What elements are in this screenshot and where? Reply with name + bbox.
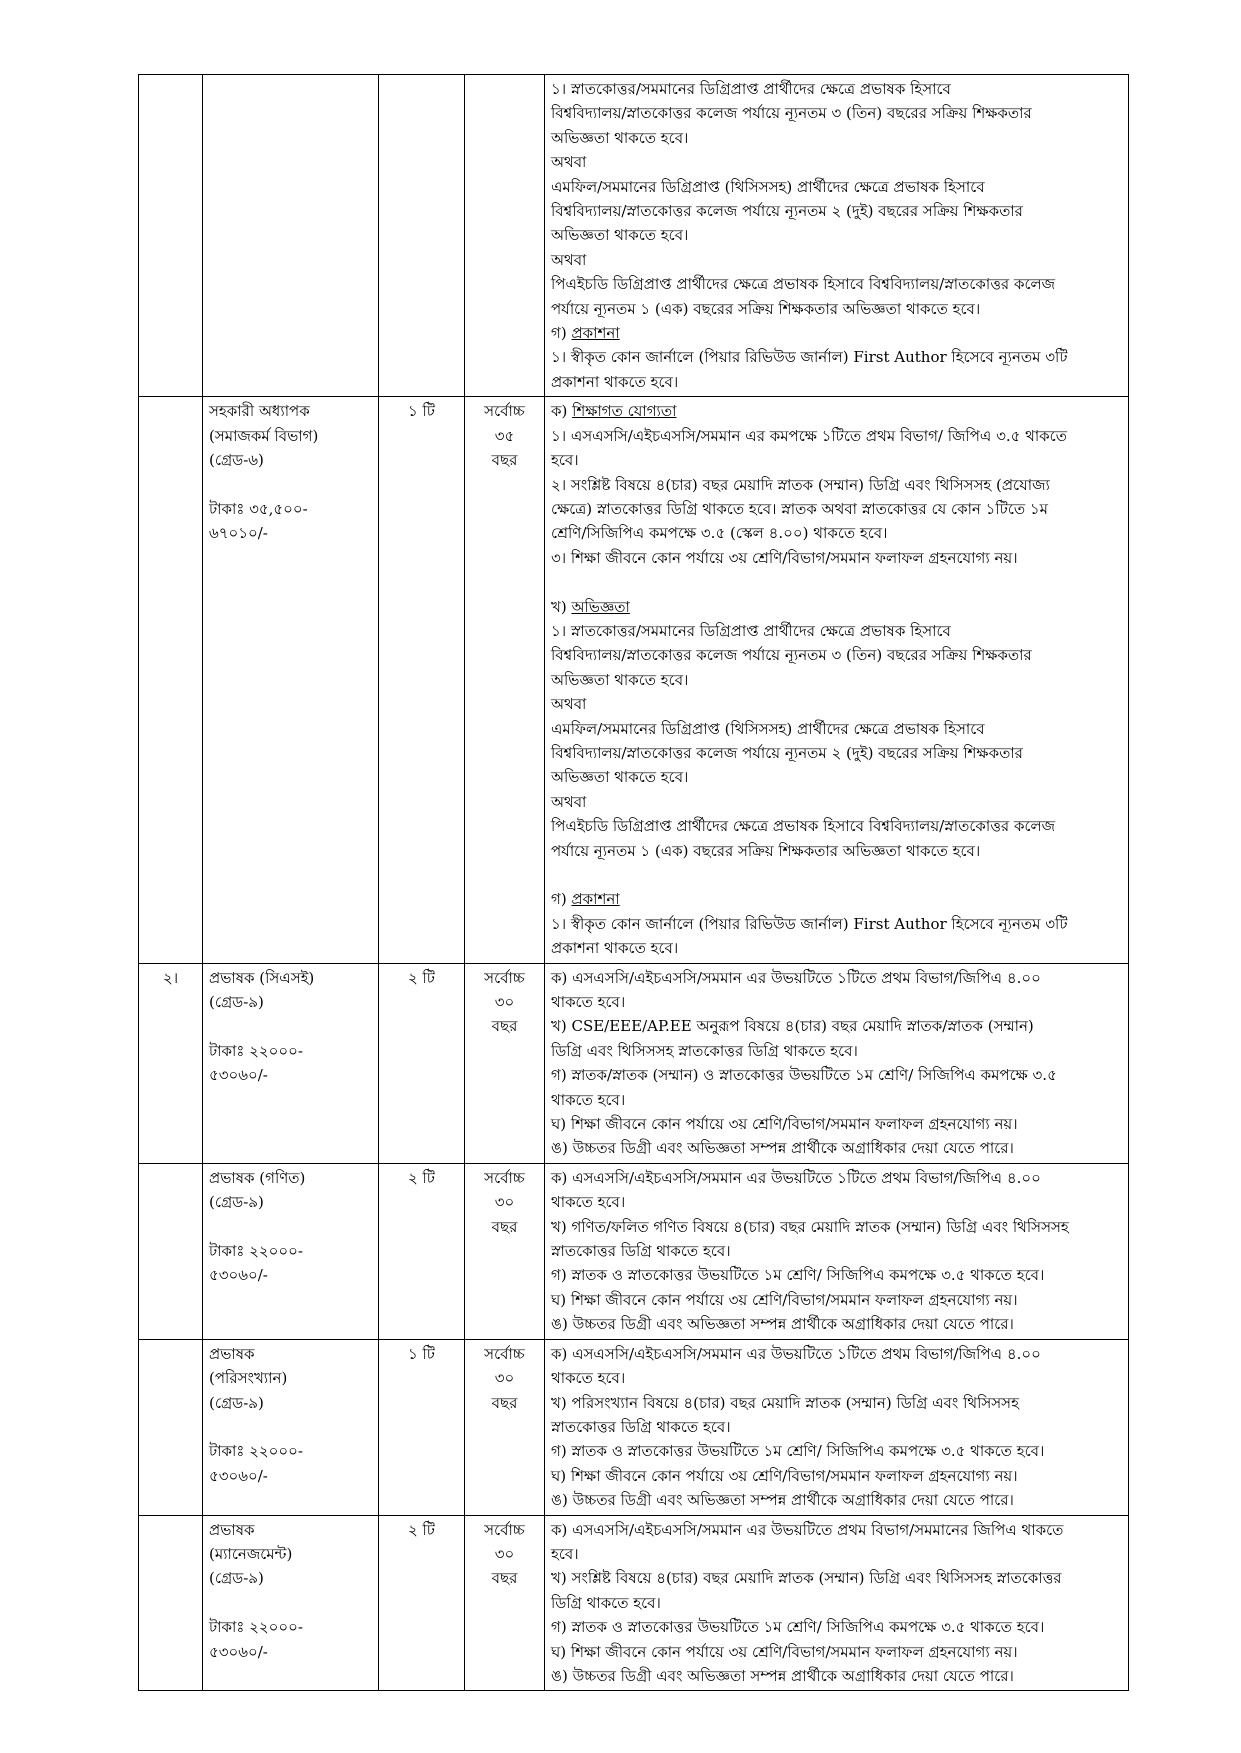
qualification-text: ক) [551,402,573,421]
serial-number: ২। [162,968,179,987]
age-limit-line: বছর [491,451,518,470]
qualification-text: পর্যায়ে ন্যূনতম ১ (এক) বছরের সক্রিয় শিক্ষকতার অভিজ্ঞতা থাকতে হবে। [551,841,981,860]
qualification-line [551,1288,1122,1312]
qualification-text: শ্রেণি/সিজিপিএ কমপক্ষে ৩.৫ (স্কেল ৪.০০) থাকতে হবে। [551,524,888,543]
qualification-line [551,966,1122,990]
post-line: প্রভাষক (সিএসই) [209,968,315,987]
qualification-line [551,619,1122,643]
qualification-line [551,1615,1122,1639]
qualification-text: বিশ্ববিদ্যালয়/স্নাতকোত্তর কলেজ পর্যায়ে ন্যূনতম ৩ (তিন) বছরের সক্রিয় শিক্ষকতার [551,104,1032,123]
qualification-line [551,297,1122,321]
qualification-text: ক) এসএসসি/এইচএসসি/সমমান এর উভয়টিতে ১টিতে প্রথম বিভাগ/জিপিএ ৪.০০ [551,1168,1041,1187]
post-line: (ম্যানেজমেন্ট) [209,1544,293,1563]
qualification-line [551,448,1122,472]
qualification-text: বিশ্ববিদ্যালয়/স্নাতকোত্তর কলেজ পর্যায়ে ন্যূনতম ২ (দুই) বছরের সক্রিয় শিক্ষকতার [551,743,1023,762]
qualification-text: গ) স্নাতক ও স্নাতকোত্তর উভয়টিতে ১ম শ্রেণি/ সিজিপিএ কমপক্ষে ৩.৫ থাকতে হবে। [551,1442,1045,1461]
serial-cell [139,1339,203,1515]
qualification-line [551,1088,1122,1112]
qualification-line [551,77,1122,101]
qualification-cell [545,397,1129,963]
qualification-text: ঙ) উচ্চতর ডিগ্রী এবং অভিজ্ঞতা সম্পন্ন প্রার্থীকে অগ্রাধিকার দেয়া যেতে পারে। [551,1666,1014,1685]
qualification-text: খ) পরিসংখ্যান বিষয়ে ৪(চার) বছর মেয়াদি স্নাতক (সম্মান) ডিগ্রি এবং থিসিসসহ [551,1393,1019,1412]
qualification-line [551,1342,1122,1366]
qualification-text: গ) [551,890,572,909]
qualification-text: ক্ষেত্রে) স্নাতকোত্তর ডিগ্রি থাকতে হবে। স্নাতক অথবা স্নাতকোত্তর যে কোন ১টিতে ১ম [551,499,1048,518]
age-limit-line: সর্বোচ্চ [484,1344,525,1363]
qualification-line [551,424,1122,448]
qualification-text: ডিগ্রি এবং থিসিসসহ স্নাতকোত্তর ডিগ্রি থাকতে হবে। [551,1041,858,1060]
post-cell [203,963,379,1163]
qualification-text: বিশ্ববিদ্যালয়/স্নাতকোত্তর কলেজ পর্যায়ে ন্যূনতম ২ (দুই) বছরের সক্রিয় শিক্ষকতার [551,202,1023,221]
qualification-text: অথবা [551,250,587,269]
serial-cell [139,75,203,397]
post-cell [203,1163,379,1339]
qualification-text: অভিজ্ঞতা থাকতে হবে। [551,670,689,689]
qualification-text: থাকতে হবে। [551,1369,626,1388]
qualification-line [551,887,1122,911]
age-limit-line: বছর [491,1393,518,1412]
post-line: টাকাঃ ৩৫,৫০০- [209,499,308,518]
qualification-line [551,497,1122,521]
qualification-line [551,345,1122,369]
qualification-text: খ) CSE/EEE/AP.EE অনুরূপ বিষয়ে ৪(চার) বছর মেয়াদি স্নাতক/স্নাতক (সম্মান) [551,1017,1034,1036]
post-line: (গ্রেড-৬) [209,451,264,470]
age-limit-line: ৩০ [494,1369,515,1388]
table-row [139,1163,1129,1339]
qualification-text: গ) [551,324,572,343]
qualification-line [551,521,1122,545]
qualification-cell [545,1515,1129,1691]
qualification-line [551,126,1122,150]
qualification-line [551,1391,1122,1415]
age-limit-line: ৩০ [494,1544,515,1563]
post-count-cell [379,1515,465,1691]
post-line: (গ্রেড-৯) [209,1569,264,1588]
serial-cell [139,963,203,1163]
qualification-line [551,1039,1122,1063]
post-line: প্রভাষক (গণিত) [209,1168,306,1187]
section-heading: প্রকাশনা [571,890,620,909]
qualification-line [551,1063,1122,1087]
table-body [139,75,1129,1691]
qualification-text: অভিজ্ঞতা থাকতে হবে। [551,226,689,245]
qualification-line [551,399,1122,423]
qualification-line [551,101,1122,125]
age-limit-cell [465,1515,545,1691]
qualification-line [551,692,1122,716]
qualification-line [551,814,1122,838]
qualification-text: থাকতে হবে। [551,1193,626,1212]
qualification-line [551,643,1122,667]
qualification-text: ঘ) শিক্ষা জীবনে কোন পর্যায়ে ৩য় শ্রেণি/বিভাগ/সমমান ফলাফল গ্রহনযোগ্য নয়। [551,1642,1018,1661]
qualification-text: ৩। শিক্ষা জীবনে কোন পর্যায়ে ৩য় শ্রেণি/বিভাগ/সমমান ফলাফল গ্রহনযোগ্য নয়। [551,548,1018,567]
post-count: ১ টি [408,402,435,421]
recruitment-table [138,74,1129,1691]
post-line [209,1014,372,1038]
qualification-line [551,248,1122,272]
section-heading: প্রকাশনা [571,324,620,343]
qualification-line [551,199,1122,223]
qualification-text: ক) এসএসসি/এইচএসসি/সমমান এর উভয়টিতে ১টিতে প্রথম বিভাগ/জিপিএ ৪.০০ [551,968,1041,987]
serial-cell [139,397,203,963]
qualification-text: ঙ) উচ্চতর ডিগ্রী এবং অভিজ্ঞতা সম্পন্ন প্রার্থীকে অগ্রাধিকার দেয়া যেতে পারে। [551,1491,1014,1510]
qualification-text: ২। সংশ্লিষ্ট বিষয়ে ৪(চার) বছর মেয়াদি স্নাতক (সম্মান) ডিগ্রি এবং থিসিসসহ (প্রযোজ্য [551,475,1050,494]
post-cell [203,397,379,963]
age-limit-line: ৩০ [494,993,515,1011]
qualification-line [551,790,1122,814]
qualification-line [551,473,1122,497]
qualification-line [551,321,1122,345]
qualification-text: প্রকাশনা থাকতে হবে। [551,372,679,391]
qualification-line [551,1439,1122,1463]
qualification-text: ১। স্বীকৃত কোন জার্নালে (পিয়ার রিভিউড জার্নাল) First Author হিসেবে ন্যূনতম ৩টি [551,914,1068,933]
qualification-line [551,175,1122,199]
qualification-text: পিএইচডি ডিগ্রিপ্রাপ্ত প্রার্থীদের ক্ষেত্রে প্রভাষক হিসাবে বিশ্ববিদ্যালয়/স্নাতকোত্তর কলেজ [551,817,1056,836]
post-line: (গ্রেড-৯) [209,1393,264,1412]
qualification-line [551,570,1122,594]
qualification-line [551,546,1122,570]
qualification-text: প্রকাশনা থাকতে হবে। [551,939,679,958]
post-count-cell [379,963,465,1163]
qualification-text: ঙ) উচ্চতর ডিগ্রী এবং অভিজ্ঞতা সম্পন্ন প্রার্থীকে অগ্রাধিকার দেয়া যেতে পারে। [551,1315,1014,1334]
qualification-text: থাকতে হবে। [551,1090,626,1109]
qualification-text: স্নাতকোত্তর ডিগ্রি থাকতে হবে। [551,1417,731,1436]
qualification-line [551,1312,1122,1336]
qualification-text: অথবা [551,792,587,811]
section-heading: অভিজ্ঞতা [571,597,630,616]
qualification-line [551,223,1122,247]
qualification-line [551,1014,1122,1038]
qualification-line [551,839,1122,863]
serial-cell [139,1515,203,1691]
qualification-text: ১। স্নাতকোত্তর/সমমানের ডিগ্রিপ্রাপ্ত প্রার্থীদের ক্ষেত্রে প্রভাষক হিসাবে [551,80,951,98]
qualification-text: এমফিল/সমমানের ডিগ্রিপ্রাপ্ত (থিসিসসহ) প্রার্থীদের ক্ষেত্রে প্রভাষক হিসাবে [551,719,985,738]
qualification-text: অভিজ্ঞতা থাকতে হবে। [551,768,689,787]
post-line: প্রভাষক [209,1344,255,1363]
post-line [209,1415,372,1439]
table-row [139,1339,1129,1515]
qualification-line [551,717,1122,741]
qualification-text: ঘ) শিক্ষা জীবনে কোন পর্যায়ে ৩য় শ্রেণি/বিভাগ/সমমান ফলাফল গ্রহনযোগ্য নয়। [551,1290,1018,1309]
age-limit-line: বছর [491,1217,518,1236]
post-line [209,1591,372,1615]
qualification-text: ১। এসএসসি/এইচএসসি/সমমান এর কমপক্ষে ১টিতে প্রথম বিভাগ/ জিপিএ ৩.৫ থাকতে [551,426,1067,445]
post-line: (গ্রেড-৯) [209,1193,264,1212]
post-line: সহকারী অধ্যাপক [209,402,310,421]
qualification-line [551,1263,1122,1287]
qualification-text: অভিজ্ঞতা থাকতে হবে। [551,128,689,147]
age-limit-line: সর্বোচ্চ [484,968,525,987]
qualification-line [551,1215,1122,1239]
qualification-text: স্নাতকোত্তর ডিগ্রি থাকতে হবে। [551,1242,731,1261]
age-limit-line: সর্বোচ্চ [484,1168,525,1187]
qualification-line [551,1166,1122,1190]
qualification-line [551,1518,1122,1542]
post-line: ৫৩০৬০/- [209,1466,268,1485]
age-limit-cell [465,397,545,963]
qualification-cell [545,1163,1129,1339]
serial-cell [139,1163,203,1339]
qualification-line [551,741,1122,765]
qualification-text: ডিগ্রি থাকতে হবে। [551,1593,661,1612]
post-count: ১ টি [408,1344,435,1363]
age-limit-cell [465,1163,545,1339]
qualification-line [551,1112,1122,1136]
post-line: টাকাঃ ২২০০০- [209,1618,303,1637]
qualification-text: ঘ) শিক্ষা জীবনে কোন পর্যায়ে ৩য় শ্রেণি/বিভাগ/সমমান ফলাফল গ্রহনযোগ্য নয়। [551,1115,1018,1134]
qualification-line [551,595,1122,619]
qualification-text: হবে। [551,1544,579,1563]
post-cell [203,1339,379,1515]
age-limit-line: বছর [491,1017,518,1036]
qualification-cell [545,963,1129,1163]
post-line: টাকাঃ ২২০০০- [209,1242,303,1261]
qualification-cell [545,1339,1129,1515]
qualification-line [551,150,1122,174]
section-heading: শিক্ষাগত যোগ্যতা [572,402,677,421]
qualification-line [551,1640,1122,1664]
post-line: ৬৭০১০/- [209,524,268,543]
qualification-text: পর্যায়ে ন্যূনতম ১ (এক) বছরের সক্রিয় শিক্ষকতার অভিজ্ঞতা থাকতে হবে। [551,299,981,318]
qualification-line [551,765,1122,789]
post-line: প্রভাষক [209,1520,255,1539]
qualification-text: এমফিল/সমমানের ডিগ্রিপ্রাপ্ত (থিসিসসহ) প্রার্থীদের ক্ষেত্রে প্রভাষক হিসাবে [551,177,985,196]
table-row [139,1515,1129,1691]
age-limit-line: সর্বোচ্চ [484,402,525,421]
post-line: টাকাঃ ২২০০০- [209,1041,303,1060]
qualification-line [551,1415,1122,1439]
qualification-text: ঘ) শিক্ষা জীবনে কোন পর্যায়ে ৩য় শ্রেণি/বিভাগ/সমমান ফলাফল গ্রহনযোগ্য নয়। [551,1466,1018,1485]
qualification-text: খ) [551,597,572,616]
qualification-line [551,1542,1122,1566]
post-line: (গ্রেড-৯) [209,993,264,1011]
qualification-line [551,370,1122,394]
qualification-line [551,1566,1122,1590]
qualification-cell [545,75,1129,397]
qualification-line [551,912,1122,936]
post-line: ৫৩০৬০/- [209,1642,268,1661]
post-line: টাকাঃ ২২০০০- [209,1442,303,1461]
qualification-text: গ) স্নাতক ও স্নাতকোত্তর উভয়টিতে ১ম শ্রেণি/ সিজিপিএ কমপক্ষে ৩.৫ থাকতে হবে। [551,1618,1045,1637]
table-row [139,397,1129,963]
qualification-text: বিশ্ববিদ্যালয়/স্নাতকোত্তর কলেজ পর্যায়ে ন্যূনতম ৩ (তিন) বছরের সক্রিয় শিক্ষকতার [551,646,1032,665]
post-line: ৫৩০৬০/- [209,1066,268,1085]
qualification-line [551,1366,1122,1390]
post-line: (সমাজকর্ম বিভাগ) [209,426,319,445]
qualification-text: অথবা [551,695,587,714]
post-line [209,1215,372,1239]
qualification-text: খ) গণিত/ফলিত গণিত বিষয়ে ৪(চার) বছর মেয়াদি স্নাতক (সম্মান) ডিগ্রি এবং থিসিসসহ [551,1217,1069,1236]
table-row [139,75,1129,397]
qualification-text: ক) এসএসসি/এইচএসসি/সমমান এর উভয়টিতে প্রথম বিভাগ/সমমানের জিপিএ থাকতে [551,1520,1064,1539]
qualification-text: ঙ) উচ্চতর ডিগ্রী এবং অভিজ্ঞতা সম্পন্ন প্রার্থীকে অগ্রাধিকার দেয়া যেতে পারে। [551,1139,1014,1158]
qualification-text: হবে। [551,451,579,470]
age-limit-line: বছর [491,1569,518,1588]
post-count: ২ টি [408,1520,435,1539]
post-count-cell [379,1339,465,1515]
qualification-line [551,863,1122,887]
qualification-line [551,990,1122,1014]
qualification-text: খ) সংশ্লিষ্ট বিষয়ে ৪(চার) বছর মেয়াদি স্নাতক (সম্মান) ডিগ্রি এবং থিসিসসহ স্নাতকোত্তর [551,1569,1062,1588]
post-count-cell [379,397,465,963]
qualification-text: ১। স্নাতকোত্তর/সমমানের ডিগ্রিপ্রাপ্ত প্রার্থীদের ক্ষেত্রে প্রভাষক হিসাবে [551,621,951,640]
qualification-line [551,272,1122,296]
qualification-line [551,1488,1122,1512]
qualification-text: পিএইচডি ডিগ্রিপ্রাপ্ত প্রার্থীদের ক্ষেত্রে প্রভাষক হিসাবে বিশ্ববিদ্যালয়/স্নাতকোত্তর কলেজ [551,275,1056,294]
qualification-line [551,668,1122,692]
qualification-line [551,936,1122,960]
age-limit-cell [465,75,545,397]
qualification-text: ১। স্বীকৃত কোন জার্নালে (পিয়ার রিভিউড জার্নাল) First Author হিসেবে ন্যূনতম ৩টি [551,348,1068,367]
qualification-line [551,1190,1122,1214]
qualification-line [551,1464,1122,1488]
post-count-cell [379,75,465,397]
age-limit-cell [465,963,545,1163]
post-count: ২ টি [408,968,435,987]
qualification-text: গ) স্নাতক ও স্নাতকোত্তর উভয়টিতে ১ম শ্রেণি/ সিজিপিএ কমপক্ষে ৩.৫ থাকতে হবে। [551,1266,1045,1285]
qualification-line [551,1239,1122,1263]
qualification-text: গ) স্নাতক/স্নাতক (সম্মান) ও স্নাতকোত্তর উভয়টিতে ১ম শ্রেণি/ সিজিপিএ কমপক্ষে ৩.৫ [551,1066,1057,1085]
post-line: (পরিসংখ্যান) [209,1369,288,1388]
table-row [139,963,1129,1163]
qualification-text: থাকতে হবে। [551,993,626,1011]
age-limit-line: ৩০ [494,1193,515,1212]
age-limit-line: সর্বোচ্চ [484,1520,525,1539]
post-line: ৫৩০৬০/- [209,1266,268,1285]
qualification-text: ক) এসএসসি/এইচএসসি/সমমান এর উভয়টিতে ১টিতে প্রথম বিভাগ/জিপিএ ৪.০০ [551,1344,1041,1363]
post-count: ২ টি [408,1168,435,1187]
qualification-text: অথবা [551,153,587,172]
qualification-line [551,1136,1122,1160]
post-cell [203,75,379,397]
age-limit-line: ৩৫ [494,426,515,445]
post-cell [203,1515,379,1691]
age-limit-cell [465,1339,545,1515]
qualification-line [551,1591,1122,1615]
qualification-line [551,1664,1122,1688]
post-count-cell [379,1163,465,1339]
post-line [209,473,372,497]
